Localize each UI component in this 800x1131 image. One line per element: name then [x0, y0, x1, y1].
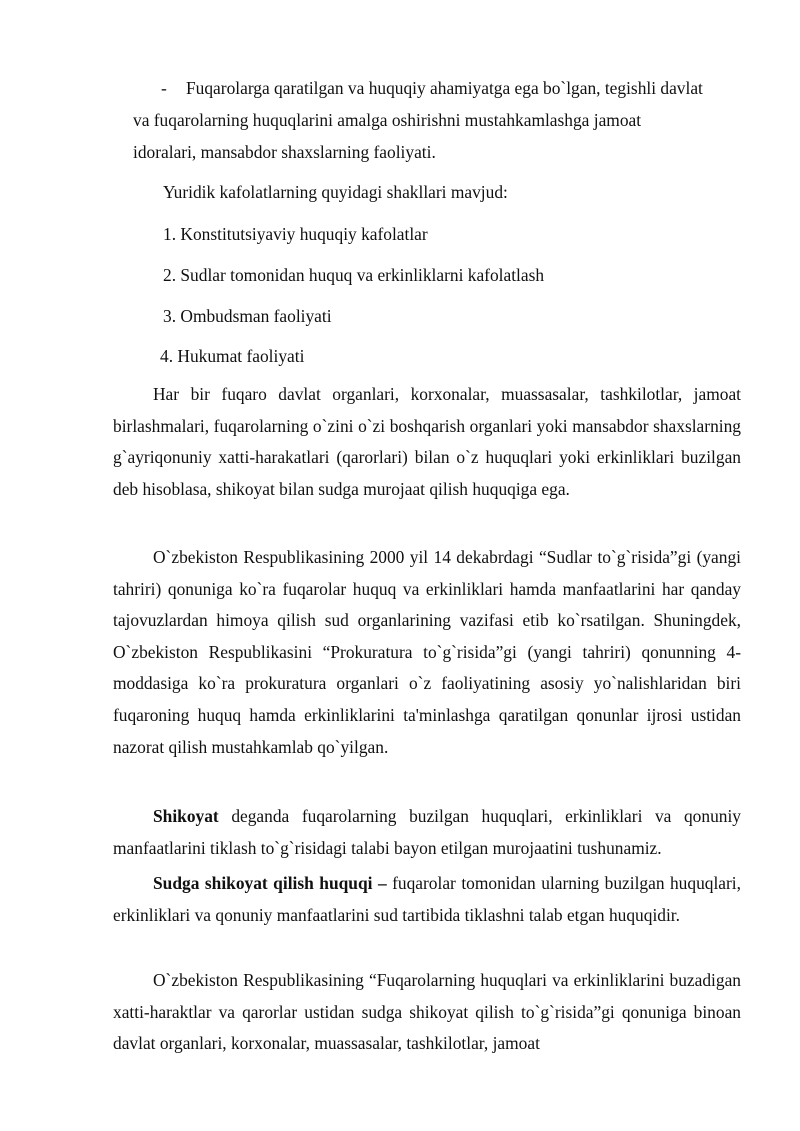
forms-list-item: 2. Sudlar tomonidan huquq va erkinliklarni kafolatlash — [163, 265, 545, 285]
definition-text: deganda fuqarolarning buzilgan huquqlari, erkinliklari va qonuniy manfaatlarini tiklash to`g`risidagi talabi bayon etilgan murojaatini tushunamiz. — [113, 806, 741, 858]
forms-list-item: 3. Ombudsman faoliyati — [163, 306, 332, 326]
term-sudga-shikoyat: Sudga shikoyat qilish huquqi – — [153, 873, 387, 893]
forms-intro: Yuridik kafolatlarning quyidagi shakllari mavjud: — [163, 182, 508, 202]
paragraph-complaint-right: Har bir fuqaro davlat organlari, korxonalar, muassasalar, tashkilotlar, jamoat birlashmalari, fuqarolarning o`zini o`zi boshqarish organlari yoki mansabdor shaxslarning g`ayriqonuniy xatti-harakatlari (qarorlari) bilan o`z huquqlari yoki erkinliklari buzilgan deb hisoblasa, shikoyat bilan sudga murojaat qilish huquqiga ega. — [113, 384, 741, 499]
paragraph-right-definition — [113, 868, 741, 931]
bullet-text-line-2: va fuqarolarning huquqlarini amalga oshirishni mustahkamlashga jamoat — [133, 110, 642, 130]
definition-text: fuqarolar tomonidan ularning buzilgan huquqlari, erkinliklari va qonuniy manfaatlarini sud tartibida tiklashni talab etgan huquqidir. — [113, 873, 741, 925]
paragraph-courts-law: O`zbekiston Respublikasining 2000 yil 14 dekabrdagi “Sudlar to`g`risida”gi (yangi tahriri) qonuniga ko`ra fuqarolar huquq va erkinliklari hamda manfaatlarini har qanday tajovuzlardan himoya qilish sud organlarining vazifasi etib ko`rsatilgan. Shuningdek, O`zbekiston Respublikasini “Prokuratura to`g`risida”gi (yangi tahriri) qonunning 4-moddasiga ko`ra prokuratura organlari o`z faoliyatining asosiy yo`nalishlaridan biri fuqaroning huquq hamda erkinliklarini ta'minlashga qaratilgan qonunlar ijrosi ustidan nazorat qilish mustahkamlab qo`yilgan. — [113, 547, 741, 757]
bullet-text-line-1: Fuqarolarga qaratilgan va huquqiy ahamiyatga ega bo`lgan, tegishli davlat — [186, 78, 703, 98]
forms-list-item: 4. Hukumat faoliyati — [160, 346, 305, 366]
paragraph-citizens-rights-law: O`zbekiston Respublikasining “Fuqarolarning huquqlari va erkinliklarini buzadigan xatti-haraktlar va qarorlar ustidan sudga shikoyat qilish to`g`risida”gi qonuniga binoan davlat organlari, korxonalar, muassasalar, tashkilotlar, jamoat — [113, 970, 741, 1054]
bullet-dash: - — [161, 78, 167, 98]
bullet-text-line-3: idoralari, mansabdor shaxslarning faoliyati. — [133, 142, 436, 162]
paragraph-complaint-definition — [113, 801, 741, 864]
term-shikoyat: Shikoyat — [153, 806, 219, 826]
forms-list-item: 1. Konstitutsiyaviy huquqiy kafolatlar — [163, 224, 428, 244]
